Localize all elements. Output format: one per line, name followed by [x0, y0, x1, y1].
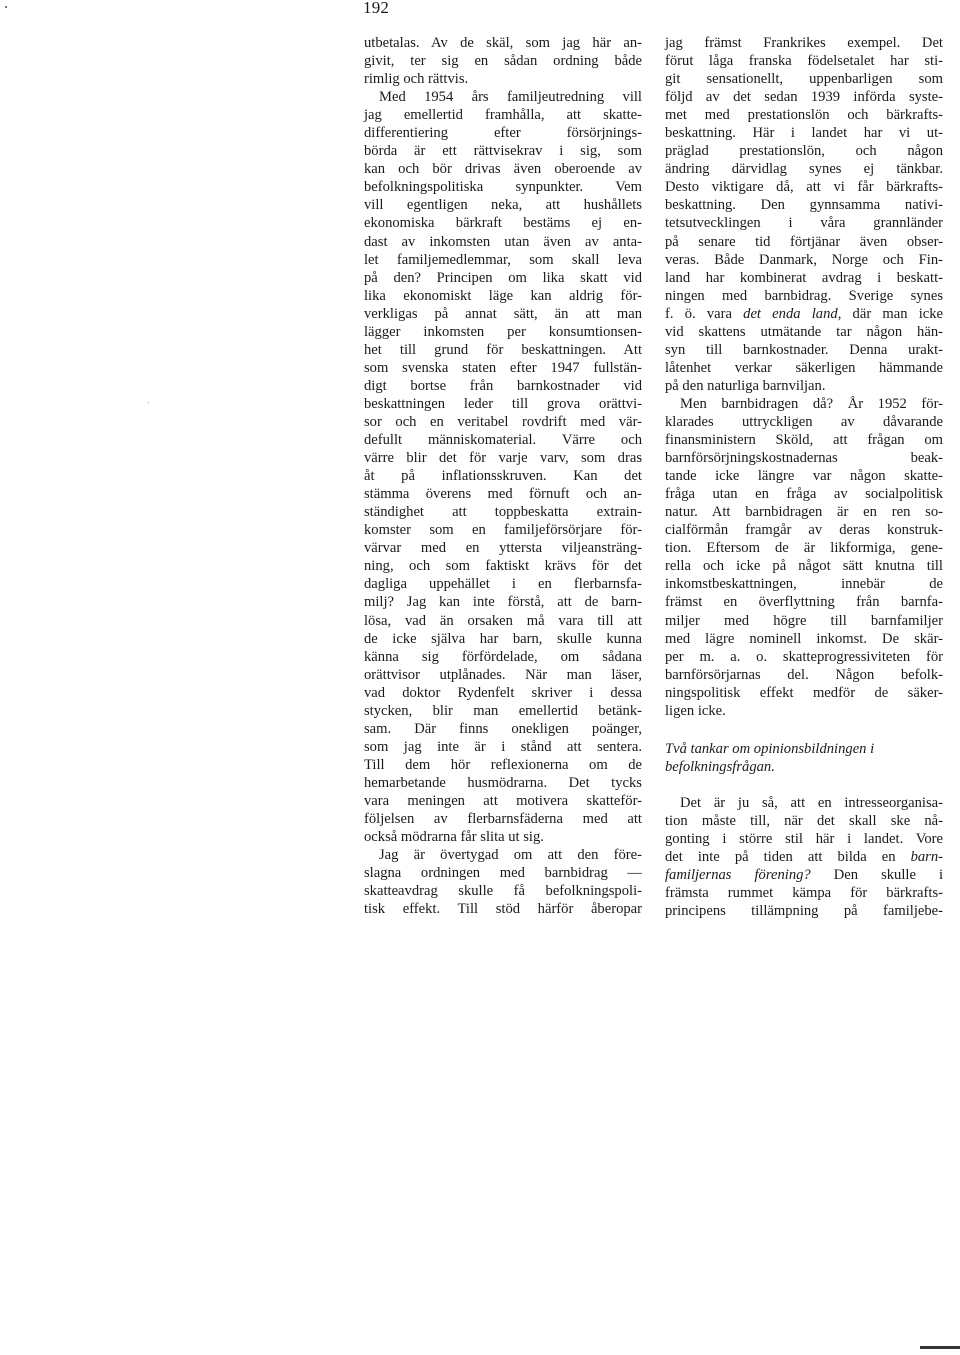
text-line: [364, 34, 642, 52]
text-line: [665, 160, 943, 178]
text-line: [364, 684, 642, 702]
page-number: 192: [363, 0, 390, 17]
text-run: vill egentligen neka, att hushållets: [364, 197, 642, 214]
text-run: värvar med en yttersta viljeansträng-: [364, 540, 642, 557]
text-line: [364, 395, 642, 413]
text-run: lägger inkomsten per konsumtionsen-: [364, 323, 642, 340]
text-line: [364, 900, 642, 918]
text-run: ningspolitisk effekt medför de säker-: [665, 684, 943, 701]
text-run: sam. Där finns onekligen poänger,: [364, 720, 642, 737]
emphasis-text: familjernas förening?: [665, 867, 811, 884]
text-run: värre blir det för varje varv, som dras: [364, 450, 642, 467]
text-run: cialförmån framgår av deras konstruk-: [665, 522, 943, 539]
text-run: låtenhet verkar säkerligen hämmande: [665, 359, 943, 376]
text-line: [665, 214, 943, 232]
text-run: jag emellertid framhålla, att skatte-: [364, 107, 642, 124]
text-line: [665, 794, 943, 812]
text-line: [364, 323, 642, 341]
text-line: [364, 882, 642, 900]
text-run: där man icke: [841, 305, 943, 322]
text-run: ständighet att toppbeskatta extrain-: [364, 504, 642, 521]
text-run: tion. Eftersom de är likformiga, gene-: [665, 540, 943, 557]
text-run: Med 1954 års familjeutredning vill: [379, 89, 642, 106]
text-run: Jag är övertygad om att den före-: [379, 847, 642, 864]
text-line: [364, 214, 642, 232]
text-line: [665, 830, 943, 848]
text-line: [665, 70, 943, 88]
text-run: ändring därvidlag synes ej tänkbar.: [665, 161, 943, 178]
text-line: [665, 287, 943, 305]
text-line: [665, 702, 943, 720]
text-line: [665, 612, 943, 630]
text-line: [665, 575, 943, 593]
text-run: hemarbetande husmödrarna. Det tycks: [364, 774, 642, 791]
text-line: [665, 359, 943, 377]
text-run: dagliga uppehället i en flerbarnsfa-: [364, 576, 642, 593]
text-line: [665, 449, 943, 467]
text-run: natur. Att barnbidragen är en ren so-: [665, 504, 943, 521]
text-run: inkomstbeskattningen, innebär de: [665, 576, 943, 593]
text-line: [665, 377, 943, 395]
text-run: klarades uttryckligen av dåvarande: [665, 413, 943, 430]
text-line: [364, 792, 642, 810]
text-run: präglad prestationslön, och någon: [665, 143, 943, 160]
text-line: [665, 431, 943, 449]
text-line: [665, 848, 943, 866]
text-run: stämma överens med förnuft och an-: [364, 486, 642, 503]
text-line: [364, 774, 642, 792]
text-line: [665, 521, 943, 539]
right-column-body: [665, 34, 943, 720]
text-line: [364, 287, 642, 305]
text-run: jag främst Frankrikes exempel. Det: [665, 35, 943, 51]
text-run: rimlig och rättvis.: [364, 71, 469, 88]
text-run: Desto viktigare då, att vi får bärkrafts-: [665, 179, 943, 196]
text-run: orättvisor utplånades. När man läser,: [364, 666, 642, 683]
text-line: [364, 196, 642, 214]
text-line: [364, 233, 642, 251]
text-line: [665, 233, 943, 251]
text-line: [665, 251, 943, 269]
text-run: milj? Jag kan inte förstå, att de barn-: [364, 594, 642, 611]
text-line: [665, 866, 943, 884]
text-line: [364, 539, 642, 557]
text-run: på den? Principen om lika skatt vid: [364, 269, 642, 286]
text-line: [665, 557, 943, 575]
text-line: [665, 196, 943, 214]
text-run: gonting i större stil här i landet. Vore: [665, 830, 943, 847]
text-run: åt på inflationsskruven. Kan det: [364, 468, 642, 485]
text-run: skatteavdrag skulle få befolkningspoli-: [364, 883, 642, 900]
text-run: vara meningen att motivera skatteför-: [364, 792, 642, 809]
text-run: fråga utan en fråga av socialpolitisk: [665, 486, 943, 503]
text-run: börda är ett rättvisekrav i sig, som: [364, 143, 642, 160]
text-run: lösa, vad än orsaken må vara till att: [364, 612, 642, 629]
text-line: [364, 341, 642, 359]
text-line: [665, 142, 943, 160]
text-line: [364, 124, 642, 142]
text-line: [364, 142, 642, 160]
text-line: [364, 449, 642, 467]
text-run: det inte på tiden att bilda en: [665, 849, 911, 866]
left-column: [364, 34, 642, 918]
text-run: f. ö. vara: [665, 305, 744, 322]
text-run: främst en överflyttning från barnfa-: [665, 594, 943, 611]
text-line: [665, 503, 943, 521]
text-line: [364, 251, 642, 269]
text-run: som jag inte är i stånd att sentera.: [364, 738, 642, 755]
text-run: vid skattens utmätande tar någon hän-: [665, 323, 943, 340]
text-run: på den naturliga barnviljan.: [665, 377, 826, 394]
text-line: [665, 88, 943, 106]
text-run: defullt människomaterial. Värre och: [364, 432, 642, 449]
text-run: tisk effekt. Till stöd härför åberopar: [364, 901, 642, 918]
text-line: [364, 52, 642, 70]
text-run: tetsutvecklingen i våra grannländer: [665, 215, 943, 232]
text-line: [665, 812, 943, 830]
text-run: finansministern Sköld, att frågan om: [665, 432, 943, 449]
text-run: barnförsörjarnas del. Någon befolk-: [665, 666, 943, 683]
text-line: [665, 395, 943, 413]
text-run: het till grund för beskattningen. Att: [364, 341, 642, 358]
text-run: kan och bör drivas även oberoende av: [364, 161, 642, 178]
text-line: [665, 269, 943, 287]
text-line: [364, 756, 642, 774]
text-line: [364, 269, 642, 287]
text-line: [364, 377, 642, 395]
text-line: [364, 70, 642, 88]
text-line: [364, 106, 642, 124]
text-run: också mödrarna får slita ut sig.: [364, 829, 544, 846]
text-run: beskattning. Här i landet har vi ut-: [665, 125, 943, 142]
text-line: [364, 160, 642, 178]
text-line: [364, 467, 642, 485]
text-line: [364, 810, 642, 828]
text-line: [665, 106, 943, 124]
text-line: [665, 648, 943, 666]
text-line: [665, 178, 943, 196]
text-line: [364, 630, 642, 648]
text-line: [665, 323, 943, 341]
scan-speck: [5, 6, 7, 8]
text-line: [364, 575, 642, 593]
text-run: stycken, blir man emellertid betänk-: [364, 702, 642, 719]
text-line: [364, 666, 642, 684]
text-run: de icke själva har barn, skulle kunna: [364, 630, 642, 647]
text-line: [364, 431, 642, 449]
text-line: [364, 88, 642, 106]
text-run: ekonomiska bärkraft bestäms ej en-: [364, 215, 642, 232]
right-column: [665, 34, 943, 920]
text-run: verkligas på annat sätt, än att man: [364, 305, 642, 322]
text-line: [665, 52, 943, 70]
text-run: syn till barnkostnader. Denna urakt-: [665, 341, 943, 358]
text-line: [665, 341, 943, 359]
text-line: [364, 413, 642, 431]
text-run: beskattningen leder till grova orättvi-: [364, 395, 642, 412]
text-run: rella och icke på något sätt knutna till: [665, 558, 943, 575]
text-line: [364, 846, 642, 864]
text-run: ningen med barnbidrag. Sverige synes: [665, 287, 943, 304]
text-run: git sensationellt, uppenbarligen som: [665, 71, 943, 88]
text-run: miljer med högre till barnfamiljer: [665, 612, 943, 629]
text-run: sor och en veritabel rovdrift med vär-: [364, 413, 642, 430]
text-run: förut låga franska födelsetalet har sti-: [665, 53, 943, 70]
text-line: [364, 738, 642, 756]
text-line: [665, 467, 943, 485]
text-run: befolkningspolitiska synpunkter. Vem: [364, 179, 642, 196]
text-run: följelsen av flerbarnsfäderna med att: [364, 811, 642, 828]
text-line: [364, 720, 642, 738]
text-run: land har kombinerat avdrag i beskatt-: [665, 269, 943, 286]
text-line: [665, 684, 943, 702]
text-run: följd av det sedan 1939 införda syste-: [665, 89, 943, 106]
text-run: tande icke längre var någon skatte-: [665, 468, 943, 485]
text-line: [364, 503, 642, 521]
scan-speck: [148, 402, 149, 403]
text-run: med lägre nominell inkomst. De skär-: [665, 630, 943, 647]
text-run: differentiering efter försörjnings-: [364, 125, 642, 142]
text-run: Det är ju så, att en intresseorganisa-: [680, 794, 943, 811]
text-run: ligen icke.: [665, 702, 726, 719]
text-run: på senare tid förtjänar även obser-: [665, 233, 943, 250]
text-run: Men barnbidragen då? År 1952 för-: [680, 395, 943, 412]
text-run: Den skulle i: [810, 867, 943, 884]
text-line: [364, 702, 642, 720]
section-heading: [665, 740, 943, 776]
text-run: främsta rummet kämpa för bärkrafts-: [665, 885, 943, 902]
text-line: [364, 557, 642, 575]
text-run: slagna ordningen med barnbidrag —: [364, 865, 642, 882]
text-line: [364, 593, 642, 611]
text-run: per m. a. o. skatteprogressiviteten för: [665, 648, 943, 665]
section-heading-line-1: Två tankar om opinionsbildningen i: [665, 740, 875, 757]
right-column-section: [665, 794, 943, 920]
text-run: let familjemedlemmar, som skall leva: [364, 251, 642, 268]
text-line: [364, 305, 642, 323]
text-line: [364, 648, 642, 666]
text-run: vad doktor Rydenfelt skriver i dessa: [364, 684, 642, 701]
text-run: givit, ter sig en sådan ordning både: [364, 53, 642, 70]
text-line: [665, 902, 943, 920]
text-line: [364, 612, 642, 630]
text-line: [665, 539, 943, 557]
text-line: [665, 884, 943, 902]
text-line: [665, 666, 943, 684]
text-run: met med prestationslön och bärkrafts-: [665, 107, 943, 124]
text-run: ning, och som faktiskt krävs för det: [364, 558, 642, 575]
emphasis-text: det enda land,: [743, 305, 842, 322]
text-line: [364, 359, 642, 377]
text-line: [364, 485, 642, 503]
emphasis-text: barn-: [910, 849, 943, 866]
text-run: veras. Både Danmark, Norge och Fin-: [665, 251, 943, 268]
text-line: [364, 828, 642, 846]
text-line: [364, 864, 642, 882]
text-run: utbetalas. Av de skäl, som jag här an-: [364, 35, 642, 51]
text-line: [665, 630, 943, 648]
text-run: som svenska staten efter 1947 fullstän-: [364, 359, 642, 376]
scan-edge-mark: [920, 1346, 960, 1349]
text-line: [665, 413, 943, 431]
text-line: [665, 34, 943, 52]
text-run: Till dem hör reflexionerna om de: [364, 756, 642, 773]
text-run: dast av inkomsten utan även av anta-: [364, 233, 642, 250]
text-run: lika ekonomiskt läge kan aldrig för-: [364, 287, 642, 304]
text-run: principens tillämpning på familjebe-: [665, 903, 943, 920]
text-line: [665, 124, 943, 142]
text-run: digt bortse från barnkostnader vid: [364, 377, 642, 394]
text-run: komster som en familjeförsörjare för-: [364, 522, 642, 539]
text-line: [364, 178, 642, 196]
text-line: [364, 521, 642, 539]
text-run: tion måste till, när det skall ske nå-: [665, 812, 943, 829]
text-line: [665, 305, 943, 323]
text-run: beskattning. Den gynnsamma nativi-: [665, 197, 943, 214]
section-heading-line-2: befolkningsfrågan.: [665, 758, 775, 775]
text-run: barnförsörjningskostnadernas beak-: [665, 450, 943, 467]
text-line: [665, 485, 943, 503]
text-line: [665, 593, 943, 611]
text-run: känna sig förfördelade, om sådana: [364, 648, 642, 665]
